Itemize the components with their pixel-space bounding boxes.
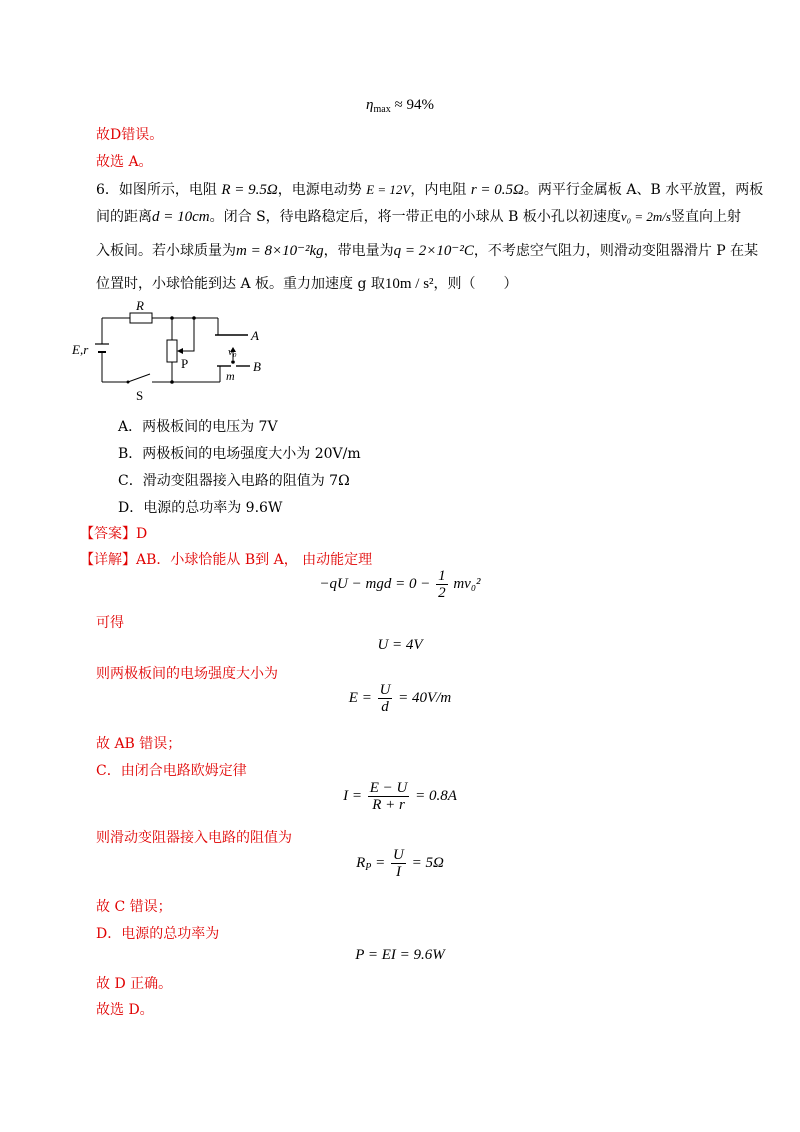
ball <box>231 360 235 364</box>
label-m: m <box>226 369 235 383</box>
equation-energy: −qU − mgd = 0 − $\frac{1}{2}$ mv₀² <box>319 568 481 601</box>
label-Er: E,r <box>72 342 89 357</box>
prev-final-answer: 故选 A。 <box>96 154 153 170</box>
option-a: A．两极板间的电压为 7V <box>118 419 278 435</box>
label-A: A <box>251 328 259 343</box>
rheostat <box>167 340 177 362</box>
equation-power: P = EI = 9.6W <box>355 947 445 963</box>
detail-heading: 【详解】AB．小球恰能从 B到 A， 由动能定理 <box>80 552 373 568</box>
d-heading: D．电源的总功率为 <box>96 926 220 942</box>
label-B: B <box>253 359 261 374</box>
question-line-1: 6．如图所示，电阻 R = 9.5Ω，电源电动势 E = 12V，内电阻 r = 0.5Ω。两平行金属板 A、B 水平放置，两板 <box>96 182 764 198</box>
equation-field: E = $\frac{U}{d}$ = 40V/m <box>348 682 452 715</box>
equation-current: I = $\frac{E - U}{R + r}$ = 0.8A <box>343 780 457 813</box>
d-right: 故 D 正确。 <box>96 976 173 992</box>
circuit-diagram <box>70 300 280 410</box>
question-line-2: 间的距离d = 10cm。闭合 S，待电路稳定后，将一带正电的小球从 B 板小孔以初速度v₀ = 2m/s竖直向上射 <box>96 209 741 225</box>
ab-wrong: 故 AB 错误； <box>96 736 182 752</box>
rp-text: 则滑动变阻器接入电路的阻值为 <box>96 830 292 846</box>
equation-voltage: U = 4V <box>377 637 423 653</box>
option-d: D．电源的总功率为 9.6W <box>118 500 283 516</box>
slider-wire <box>180 318 194 351</box>
c-wrong: 故 C 错误； <box>96 899 172 915</box>
c-heading: C．由闭合电路欧姆定律 <box>96 763 247 779</box>
final-answer: 故选 D。 <box>96 1002 154 1018</box>
label-v0: v₀ <box>228 346 237 358</box>
label-P: P <box>181 356 189 371</box>
resistor-R <box>130 313 152 323</box>
question-line-4: 位置时，小球恰能到达 A 板。重力加速度 g 取10m / s²，则（ ） <box>96 276 518 292</box>
equation-rp: $R_P$ = $\frac{U}{I}$ = 5Ω <box>356 847 444 880</box>
prev-conclusion-d: 故D错误。 <box>96 127 164 143</box>
label-S: S <box>136 388 144 403</box>
ke-de-text: 可得 <box>96 615 124 631</box>
question-line-3: 入板间。若小球质量为m = 8×10⁻²kg，带电量为q = 2×10⁻²C，不考虑空气阻力，则滑动变阻器滑片 P 在某 <box>96 243 759 259</box>
answer: 【答案】D <box>80 526 148 542</box>
option-b: B．两极板间的电场强度大小为 20V/m <box>118 446 361 462</box>
option-c: C．滑动变阻器接入电路的阻值为 7Ω <box>118 473 350 489</box>
efficiency-formula: $\eta_{max} \approx 94\%$ <box>366 97 434 115</box>
slider-arrow <box>177 348 183 354</box>
field-text: 则两极板间的电场强度大小为 <box>96 666 278 682</box>
switch-S <box>128 374 150 382</box>
label-R: R <box>136 300 144 313</box>
